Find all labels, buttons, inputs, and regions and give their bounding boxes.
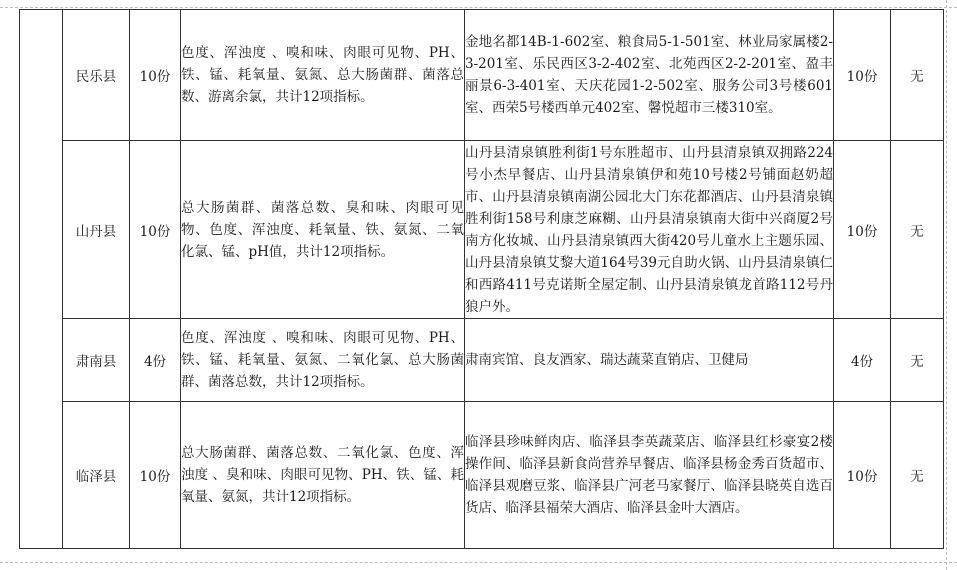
sampling-sites-cell [465, 402, 834, 549]
county-cell: 民乐县 [63, 10, 130, 141]
unqualified-cell: 无 [891, 141, 944, 319]
sample-count-cell: 10份 [130, 10, 181, 141]
sampling-sites-cell [465, 141, 834, 319]
sampling-sites-text: 金地名都14B-1-602室、粮食局5-1-501室、林业局家属楼2-3-201室、乐民西区3-2-402室、北苑西区2-2-201室、盈丰丽景6-3-401室、天庆花园1-2-502室、服务公司3号楼601室、西荣5号楼西单元402室、馨悦超市三楼310室。 [465, 34, 833, 116]
test-items-cell [181, 10, 465, 141]
qualified-count-cell: 10份 [834, 10, 891, 141]
county-cell: 山丹县 [63, 141, 130, 319]
sampling-sites-cell [465, 319, 834, 402]
qualified-count-cell: 10份 [834, 141, 891, 319]
county-cell: 肃南县 [63, 319, 130, 402]
table-row [20, 319, 944, 402]
margin-guide-bottom [0, 562, 957, 563]
test-items-cell [181, 402, 465, 549]
test-items-text: 色度、浑浊度 、嗅和味、肉眼可见物、PH、铁、锰、耗氧量、氨氮、二氧化氯、总大肠菌群、菌落总数，共计12项指标。 [181, 330, 464, 390]
unqualified-cell: 无 [891, 402, 944, 549]
sample-count-cell: 4份 [130, 319, 181, 402]
county-cell: 临泽县 [63, 402, 130, 549]
sampling-sites-cell [465, 10, 834, 141]
water-quality-table [19, 9, 944, 549]
test-items-text: 总大肠菌群、菌落总数、二氧化氯、色度、浑浊度 、臭和味、肉眼可见物、PH、铁、锰、耗氧量、氨氮，共计12项指标。 [181, 445, 464, 505]
sample-count-cell: 10份 [130, 402, 181, 549]
qualified-count-cell: 10份 [834, 402, 891, 549]
test-items-text: 总大肠菌群、菌落总数、臭和味、肉眼可见物、色度、浑浊度、耗氧量、铁、氨氮、二氧化氯、锰、pH值，共计12项指标。 [181, 199, 464, 260]
table-row [20, 10, 944, 141]
merged-group-cell [20, 10, 63, 549]
sample-count-cell: 10份 [130, 141, 181, 319]
sampling-sites-text: 山丹县清泉镇胜利街1号东胜超市、山丹县清泉镇双拥路224号小杰早餐店、山丹县清泉镇伊和苑10号楼2号铺面赵奶超市、山丹县清泉镇南湖公园北大门东花都酒店、山丹县清泉镇胜利街158号利康芝麻糊、山丹县清泉镇南大街中兴商厦2号南方化妆城、山丹县清泉镇西大街420号儿童水上主题乐园、山丹县清泉镇艾黎大道164号39元自助火锅、山丹县清泉镇仁和西路411号克诺斯全屋定制、山丹县清泉镇龙首路112号丹狼户外。 [465, 144, 833, 315]
qualified-count-cell: 4份 [834, 319, 891, 402]
unqualified-cell: 无 [891, 10, 944, 141]
test-items-cell [181, 141, 465, 319]
margin-guide-top [0, 7, 957, 8]
test-items-cell [181, 319, 465, 402]
sampling-sites-text: 肃南宾馆、良友酒家、瑞达蔬菜直销店、卫健局 [465, 352, 749, 368]
table-row [20, 141, 944, 319]
margin-guide-right [946, 0, 947, 570]
table-row [20, 402, 944, 549]
sampling-sites-text: 临泽县珍味鲜肉店、临泽县李英蔬菜店、临泽县红杉豪宴2楼操作间、临泽县新食尚营养早餐店、临泽县杨金秀百货超市、临泽县观磨豆浆、临泽县广河老马家餐厅、临泽县晓英自选百货店、临泽县福荣大酒店、临泽县金叶大酒店。 [465, 434, 833, 516]
unqualified-cell: 无 [891, 319, 944, 402]
test-items-text: 色度、浑浊度 、嗅和味、肉眼可见物、PH、铁、锰、耗氧量、氨氮、总大肠菌群、菌落总数、游离余氯，共计12项指标。 [181, 45, 464, 105]
